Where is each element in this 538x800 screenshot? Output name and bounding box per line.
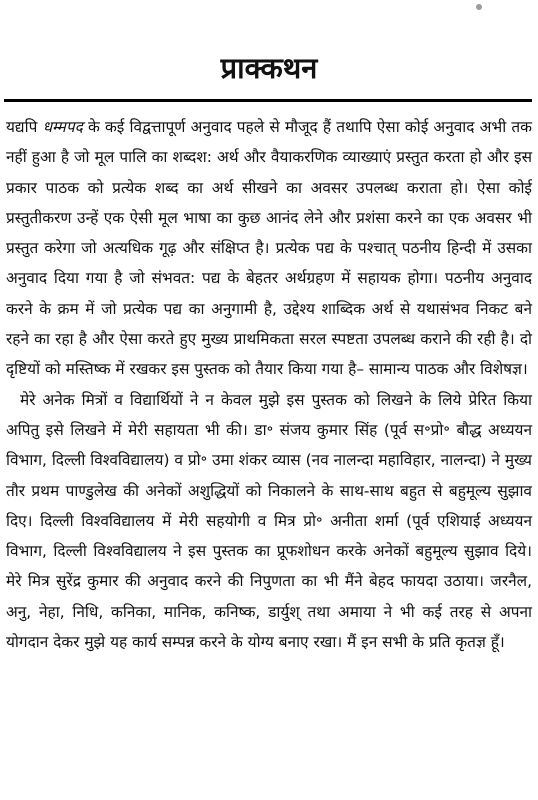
paragraph-1 bbox=[6, 112, 532, 385]
title-divider bbox=[4, 99, 532, 102]
book-title-italic: धम्मपद bbox=[42, 118, 83, 136]
paragraph-2-text: मेरे अनेक मित्रों व विद्यार्थियों ने न केवल मुझे इस पुस्तक को लिखने के लिये प्रेरित किया अपितु इसे लिखने में मेरी सहायता भी की। डा॰ संजय कुमार सिंह (पूर्व स॰प्रो॰ बौद्ध अध्ययन विभाग, दिल्ली विश्वविद्यालय) व प्रो॰ उमा शंकर व्यास (नव नालन्दा महाविहार, नालन्दा) ने मुख्य तौर प्रथम पाण्डुलेख की अनेकों अशुद्धियों को निकालने के साथ-साथ बहुत से बहुमूल्य सुझाव दिए। दिल्ली विश्वविद्यालय में मेरी सहयोगी व मित्र प्रो॰ अनीता शर्मा (पूर्व एशियाई अध्ययन विभाग, दिल्ली विश्वविद्यालय ने इस पुस्तक का प्रूफशोधन करके अनेकों बहुमूल्य सुझाव दिये। मेरे मित्र सुरेंद्र कुमार की अनुवाद करने की निपुणता का भी मैंने बेहद फायदा उठाया। जरनैल, अनु, नेहा, निधि, कनिका, मानिक, कनिष्क, डार्युश् तथा अमाया ने भी कई तरह से अपना योगदान देकर मुझे यह कार्य सम्पन्न करने के योग्य बनाए रखा। मैं इन सभी के प्रति कृतज्ञ हूँ। bbox=[6, 390, 532, 652]
page-corner-mark bbox=[476, 4, 482, 10]
paragraph-2 bbox=[6, 385, 532, 658]
page-title: प्राक्कथन bbox=[220, 51, 318, 85]
paragraph-1-lead: यद्यपि bbox=[6, 118, 38, 136]
paragraph-1-text: के कई विद्वत्तापूर्ण अनुवाद पहले से मौजूद हैं तथापि ऐसा कोई अनुवाद अभी तक नहीं हुआ है जो मूल पालि का शब्दश: अर्थ और वैयाकरणिक व्याख्याएं प्रस्तुत करता हो और इस प्रकार पाठक को प्रत्येक शब्द का अर्थ सीखने का अवसर उपलब्ध कराता हो। ऐसा कोई प्रस्तुतीकरण उन्हें एक ऐसी मूल भाषा का कुछ आनंद लेने और प्रशंसा करने का एक अवसर भी प्रस्तुत करेगा जो अत्यधिक गूढ़ और संक्षिप्त है। प्रत्येक पद्य के पश्चात् पठनीय हिन्दी में उसका अनुवाद दिया गया है जो संभवत: पद्य के बेहतर अर्थग्रहण में सहायक होगा। पठनीय अनुवाद करने के क्रम में जो प्रत्येक पद्य का अनुगामी है, उद्देश्य शाब्दिक अर्थ से यथासंभव निकट बने रहने का रहा है और ऐसा करते हुए मुख्य प्राथमिकता सरल स्पष्टता उपलब्ध कराने की रही है। दो दृष्टियों को मस्तिष्क में रखकर इस पुस्तक को तैयार किया गया है– सामान्य पाठक और विशेषज्ञ। bbox=[6, 118, 532, 379]
body-text bbox=[6, 112, 532, 657]
